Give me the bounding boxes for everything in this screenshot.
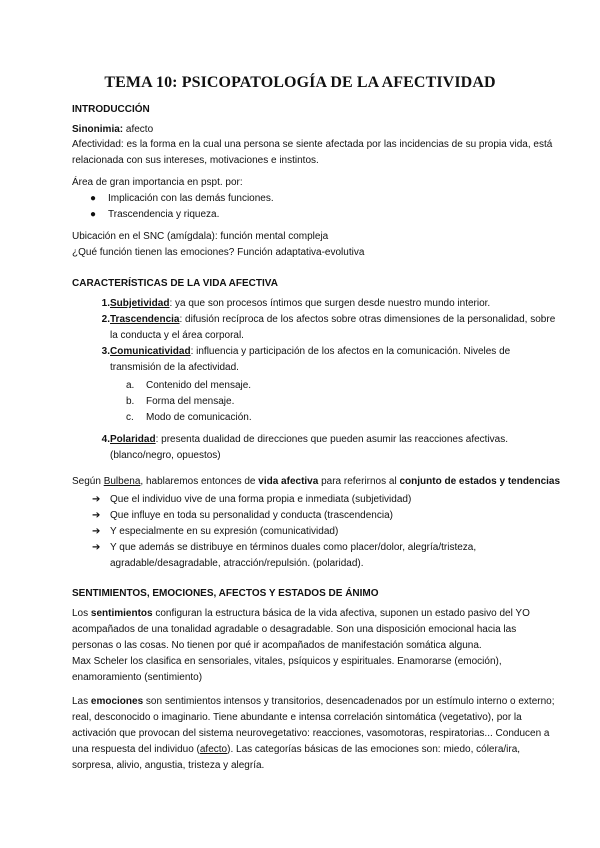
- text-span: , hablaremos entonces de: [140, 476, 259, 487]
- text-span: son sentimientos intensos y transitorios, desencadenados por un estímulo interno o externo;: [143, 696, 555, 707]
- item-text: : difusión recíproca de los afectos sobre otras dimensiones de la personalidad, sobre: [179, 314, 556, 325]
- arrow-right-icon: ➔: [92, 510, 101, 521]
- afectividad-line-2: relacionada con sus intereses, motivaciones e instintos.: [72, 155, 319, 166]
- sinonimia-label: Sinonimia:: [72, 124, 124, 135]
- bold-term: sentimientos: [90, 608, 153, 619]
- caracteristica-item-3-cont: transmisión de la afectividad.: [110, 362, 239, 373]
- caracteristica-item-2: [110, 312, 555, 328]
- arrow-item-4-cont: agradable/desagradable, atracción/repulsión. (polaridad).: [110, 558, 364, 569]
- pregunta-line: ¿Qué función tienen las emociones? Función adaptativa-evolutiva: [72, 247, 365, 258]
- page-title: TEMA 10: PSICOPATOLOGÍA DE LA AFECTIVIDAD: [104, 74, 496, 91]
- emociones-line-1: [72, 694, 555, 710]
- emociones-line-2: real, desconocido o imaginario. Tiene abundante e intensa correlación sintomática (vegetativo), por la: [72, 712, 522, 723]
- caracteristica-item-1: [110, 296, 490, 312]
- subitem-b: Forma del mensaje.: [146, 396, 235, 407]
- arrow-item-1: Que el individuo vive de una forma propia e inmediata (subjetividad): [110, 494, 412, 505]
- afectividad-line-1: Afectividad: es la forma en la cual una persona se siente afectada por las incidencias de su propia vida, está: [72, 139, 553, 150]
- bold-span: conjunto de estados y tendencias: [399, 476, 561, 487]
- item-term: Comunicatividad: [110, 346, 191, 357]
- text-span: para referirnos al: [318, 476, 400, 487]
- caracteristica-item-2-cont: la conducta y el área corporal.: [110, 330, 244, 341]
- text-span: Las: [72, 696, 91, 707]
- text-span: una respuesta del individuo (: [72, 744, 200, 755]
- bold-term: emociones: [90, 696, 144, 707]
- arrow-right-icon: ➔: [92, 542, 101, 553]
- sentimientos-line-2: acompañados de una tonalidad agradable o desagradable. Son una disposición emocional hacia las: [72, 624, 517, 635]
- caracteristica-item-3: [110, 344, 510, 360]
- arrow-item-4: Y que además se distribuye en términos duales como placer/dolor, alegría/tristeza,: [110, 542, 477, 553]
- text-span: configuran la estructura básica de la vida afectiva, suponen un estado pasivo del YO: [152, 608, 530, 619]
- sub-letter: c.: [126, 412, 134, 423]
- section-heading-caracteristicas: CARACTERÍSTICAS DE LA VIDA AFECTIVA: [72, 278, 278, 289]
- author-name: Bulbena: [103, 476, 141, 487]
- text-span: Los: [72, 608, 91, 619]
- item-term: Polaridad: [110, 434, 156, 445]
- item-text: : ya que son procesos íntimos que surgen desde nuestro mundo interior.: [169, 298, 491, 309]
- bullet-dot-icon: ●: [90, 209, 97, 220]
- arrow-item-2: Que influye en toda su personalidad y conducta (trascendencia): [110, 510, 393, 521]
- section-heading-sentimientos: SENTIMIENTOS, EMOCIONES, AFECTOS Y ESTADOS DE ÁNIMO: [72, 588, 379, 599]
- item-term: Subjetividad: [110, 298, 170, 309]
- sinonimia-value: afecto: [123, 124, 154, 135]
- text-span: ). Las categorías básicas de las emociones son: miedo, cólera/ira,: [227, 744, 521, 755]
- arrow-item-3: Y especialmente en su expresión (comunicatividad): [110, 526, 339, 537]
- caracteristica-item-4-cont: (blanco/negro, opuestos): [110, 450, 221, 461]
- sentimientos-line-3: personas o las cosas. No tienen por qué ir acompañados de manifestación somática alguna.: [72, 640, 482, 651]
- sentimientos-line-4: Max Scheler los clasifica en sensoriales, vitales, psíquicos y espirituales. Enamorarse (emoción),: [72, 656, 502, 667]
- bold-span: vida afectiva: [258, 476, 319, 487]
- arrow-right-icon: ➔: [92, 494, 101, 505]
- area-line: Área de gran importancia en pspt. por:: [72, 177, 243, 188]
- list-number: 1.: [101, 298, 110, 309]
- ubicacion-line: Ubicación en el SNC (amígdala): función mental compleja: [72, 231, 329, 242]
- sinonimia-line: [72, 122, 153, 138]
- bullet-dot-icon: ●: [90, 193, 97, 204]
- sub-letter: a.: [126, 380, 135, 391]
- item-term: Trascendencia: [110, 314, 180, 325]
- item-text: : presenta dualidad de direcciones que pueden asumir las reacciones afectivas.: [155, 434, 509, 445]
- subitem-a: Contenido del mensaje.: [146, 380, 252, 391]
- text-span: Según: [72, 476, 104, 487]
- list-number: 3.: [101, 346, 110, 357]
- emociones-line-5: sorpresa, alivio, angustia, tristeza y alegría.: [72, 760, 265, 771]
- list-number: 2.: [101, 314, 110, 325]
- list-number: 4.: [101, 434, 110, 445]
- emociones-line-3: activación que provocan del sistema neurovegetativo: reacciones, vasomotoras, respiratorias... Conducen a: [72, 728, 550, 739]
- intro-bullet-2: Trascendencia y riqueza.: [108, 209, 220, 220]
- subitem-c: Modo de comunicación.: [146, 412, 252, 423]
- bulbena-line: [72, 474, 560, 490]
- caracteristica-item-4: [110, 432, 508, 448]
- sentimientos-line-5: enamoramiento (sentimiento): [72, 672, 203, 683]
- item-text: : influencia y participación de los afectos en la comunicación. Niveles de: [190, 346, 511, 357]
- arrow-right-icon: ➔: [92, 526, 101, 537]
- section-heading-introduccion: INTRODUCCIÓN: [72, 104, 150, 115]
- intro-bullet-1: Implicación con las demás funciones.: [108, 193, 274, 204]
- sub-letter: b.: [126, 396, 135, 407]
- emociones-line-4: [72, 742, 520, 758]
- sentimientos-line-1: [72, 606, 530, 622]
- afecto-link: afecto: [199, 744, 228, 755]
